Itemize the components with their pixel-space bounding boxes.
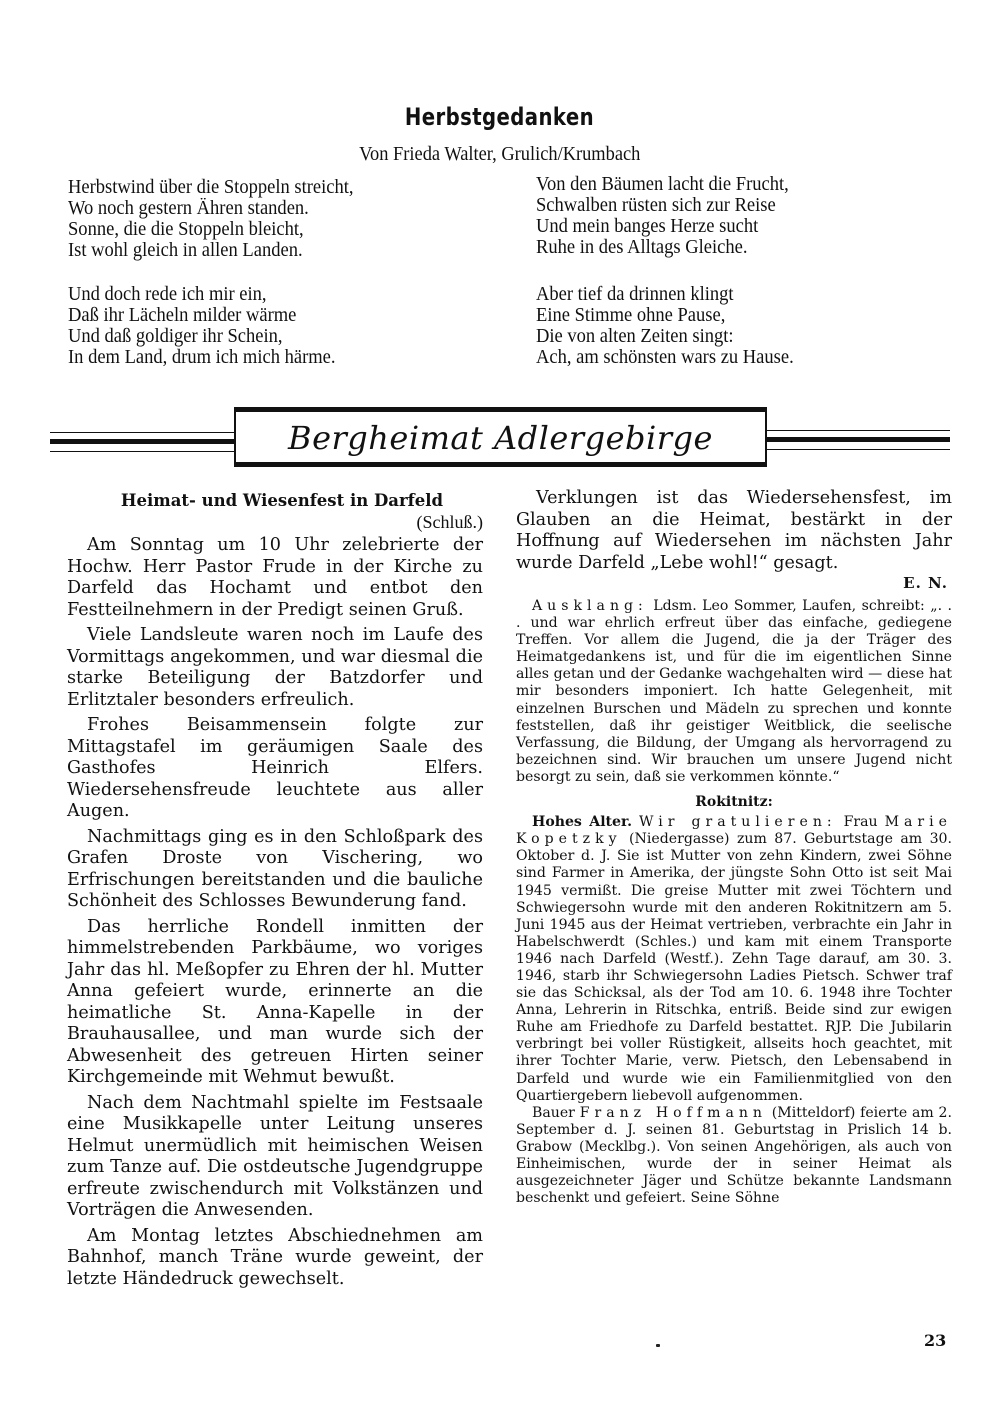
article-paragraph: Verklungen ist das Wiedersehensfest, im Glauben an die Heimat, bestärkt in der Hoffnung auf Wiedersehen im nächsten Jahr wurde Darfeld „Lebe wohl!“ gesagt.: [516, 488, 952, 573]
article-paragraph: Das herrliche Rondell inmitten der himmelstrebenden Parkbäume, wo voriges Jahr das hl. Meßopfer zu Ehren der hl. Mutter Anna gefeiert wurde, erinnerte an die heimatliche St. Anna-Kapelle in der Brauhausallee, und man wurde sich der Abwesenheit des getreuen Hirten seiner Kirchgemeinde mit Wehmut bewußt.: [67, 916, 483, 1087]
rokitnitz-item: [516, 814, 952, 1105]
poem-line: Von den Bäumen lacht die Frucht,: [536, 174, 789, 195]
article-continuation: [516, 488, 952, 574]
poem-line: Und mein banges Herze sucht: [536, 216, 759, 237]
item-lead: Hohes Alter.: [532, 814, 633, 831]
poem-line: Und daß goldiger ihr Schein,: [68, 326, 283, 347]
banner-rule: [50, 439, 234, 444]
poem-line: Herbstwind über die Stoppeln streicht,: [68, 177, 354, 198]
poem-stanza-3: [68, 284, 350, 368]
poem-stanza-2: [536, 174, 802, 258]
article-signature: E. N.: [903, 574, 948, 592]
banner-title: Bergheimat Adlergebirge: [288, 419, 713, 457]
poem-line: Wo noch gestern Ähren standen.: [68, 198, 309, 219]
banner-rule: [765, 449, 950, 450]
banner-rule: [50, 432, 234, 433]
item-text: (Niedergasse) zum 87. Geburtstage am 30. Oktober d. J. Sie ist Mutter von zehn Kindern, zwei Söhne sind Farmer in Amerika, der jüngste Sohn Otto ist seit Mai 1945 vermißt. Die greise Mutter mit zwei Töchtern und Schwiegersohn wurde mit den anderen Rokitnitzern am 5. Juni 1945 aus der Heimat vertrieben, verbrachte ein Jahr in Habelschwerdt (Schles.) und kam mit einem Transporte 1946 nach Darfeld (Westf.). Zehn Tage darauf, am 30. 3. 1946, starb ihr Schwiegersohn Ladies Pietsch. Schwer traf sie das Schicksal, als der Tod am 10. 6. 1948 ihre Tochter Anna, Lehrerin in Ritschka, entriß. Beide sind zur ewigen Ruhe am Friedhofe zu Darfeld bestattet. RJP. Die Jubilarin verbringt bei voller Rüstigkeit, allseits hoch geachtet, mit ihrer Tochter Marie, verw. Pietsch, den Lebensabend in Darfeld und wurde wie ein Familienmitglied von den Quartiergebern liebevoll aufgenommen.: [516, 831, 952, 1104]
poem-line: Sonne, die die Stoppeln bleicht,: [68, 219, 304, 240]
banner-rule: [765, 430, 950, 431]
article-paragraph: Viele Landsleute waren noch im Laufe des Vormittags angekommen, und war diesmal die starke Beteiligung der Batzdorfer und Erlitztaler besonders erfreulich.: [67, 625, 483, 710]
poem-line: Ruhe in des Alltags Gleiche.: [536, 237, 748, 258]
banner-box: [234, 411, 767, 463]
banner-rule: [765, 437, 950, 442]
ausklang-block: [516, 598, 952, 1207]
section-banner: [50, 395, 950, 475]
ausklang-label: Ausklang:: [532, 598, 648, 614]
rokitnitz-item: [516, 1105, 952, 1208]
item-text: (Mitteldorf) feierte am 2. September d. J. seinen 81. Geburtstag in Prislich 14 b. Grabow (Mecklbg.). Von seinen Angehörigen, als auch von Einheimischen, wurde der in seiner Heimat als ausgezeichneter Jäger und Schütze bekannte Landsmann beschenkt und gefeiert. Seine Söhne: [516, 1104, 953, 1207]
poem-line: Die von alten Zeiten singt:: [536, 326, 734, 347]
poem-stanza-1: [68, 177, 369, 261]
page-number: 23: [924, 1331, 947, 1350]
poem-line: Ach, am schönsten wars zu Hause.: [536, 347, 794, 368]
poem-author: Von Frieda Walter, Grulich/Krumbach: [359, 143, 641, 165]
article-paragraph: Am Sonntag um 10 Uhr zelebrierte der Hochw. Herr Pastor Frude in der Kirche zu Darfeld das Hochamt und entbot den Festteilnehmern in der Predigt seinen Gruß.: [67, 535, 483, 620]
poem-line: Eine Stimme ohne Pause,: [536, 305, 726, 326]
item-greeting: Wir gratulieren:: [639, 814, 837, 831]
item-name-prefix: Frau: [843, 814, 878, 831]
item-name: Marie Kopetzky: [516, 814, 952, 848]
item-name: Franz Hoffmann: [579, 1104, 768, 1121]
poem-line: Daß ihr Lächeln milder wärme: [68, 305, 297, 326]
banner-rule: [50, 451, 234, 452]
article-heading: Heimat- und Wiesenfest in Darfeld: [120, 491, 444, 510]
poem-title: Herbstgedanken: [404, 103, 595, 131]
article-paragraph: Nach dem Nachtmahl spielte im Festsaale eine Musikkapelle unter Leitung unseres Helmut unermüdlich mit heimischen Weisen zum Tanze auf. Die ostdeutsche Jugendgruppe erfreute zwischendurch mit Volkstänzen und Vorträgen die Anwesenden.: [67, 1092, 483, 1220]
article-subheading: (Schluß.): [416, 511, 483, 532]
ausklang-text: Ldsm. Leo Sommer, Laufen, schreibt: „. . . und war ehrlich erfreut über das einfache, gediegene Treffen. Vor allem die Jugend, die ja der Träger des Heimatgedankens ist, und für die im eigentlichen Sinne alles getan und der Gedanke wachgehalten wird — diese hat mir besonders imponiert. Ich hatte Gelegenheit, mit einzelnen Burschen und Mädeln zu sprechen und konnte feststellen, daß ihr geistiger Weitblick, die seelische Verfassung, die Bildung, der Umgang als hervorragend zu bezeichnen sind. Wir brauchen um unsere Jugend nicht besorgt zu sein, daß sie verkommen könnte.“: [516, 598, 952, 785]
article-paragraph: Nachmittags ging es in den Schloßpark des Grafen Droste von Vischering, wo Erfrischungen bereitstanden und die bauliche Schönheit des Schlosses Bewunderung fand.: [67, 826, 483, 911]
print-speck: [656, 1344, 660, 1347]
article-column-right: [516, 488, 952, 1207]
item-name-prefix: Bauer: [532, 1104, 575, 1121]
poem-line: Schwalben rüsten sich zur Reise: [536, 195, 776, 216]
poem-stanza-4: [536, 284, 807, 368]
poem-line: In dem Land, drum ich mich härme.: [68, 347, 336, 368]
article-paragraph: Am Montag letztes Abschiednehmen am Bahnhof, manch Träne wurde geweint, der letzte Händedruck gewechselt.: [67, 1225, 483, 1289]
article-paragraph: Frohes Beisammensein folgte zur Mittagstafel im geräumigen Saale des Gasthofes Heinrich Elfers. Wiedersehensfreude leuchtete aus aller Augen.: [67, 715, 483, 821]
poem-line: Aber tief da drinnen klingt: [536, 284, 734, 305]
rokitnitz-heading: Rokitnitz:: [695, 794, 773, 811]
ausklang-paragraph: [516, 598, 952, 786]
poem-line: Und doch rede ich mir ein,: [68, 284, 267, 305]
article-column-left: [67, 490, 483, 1294]
poem-line: Ist wohl gleich in allen Landen.: [68, 240, 303, 261]
